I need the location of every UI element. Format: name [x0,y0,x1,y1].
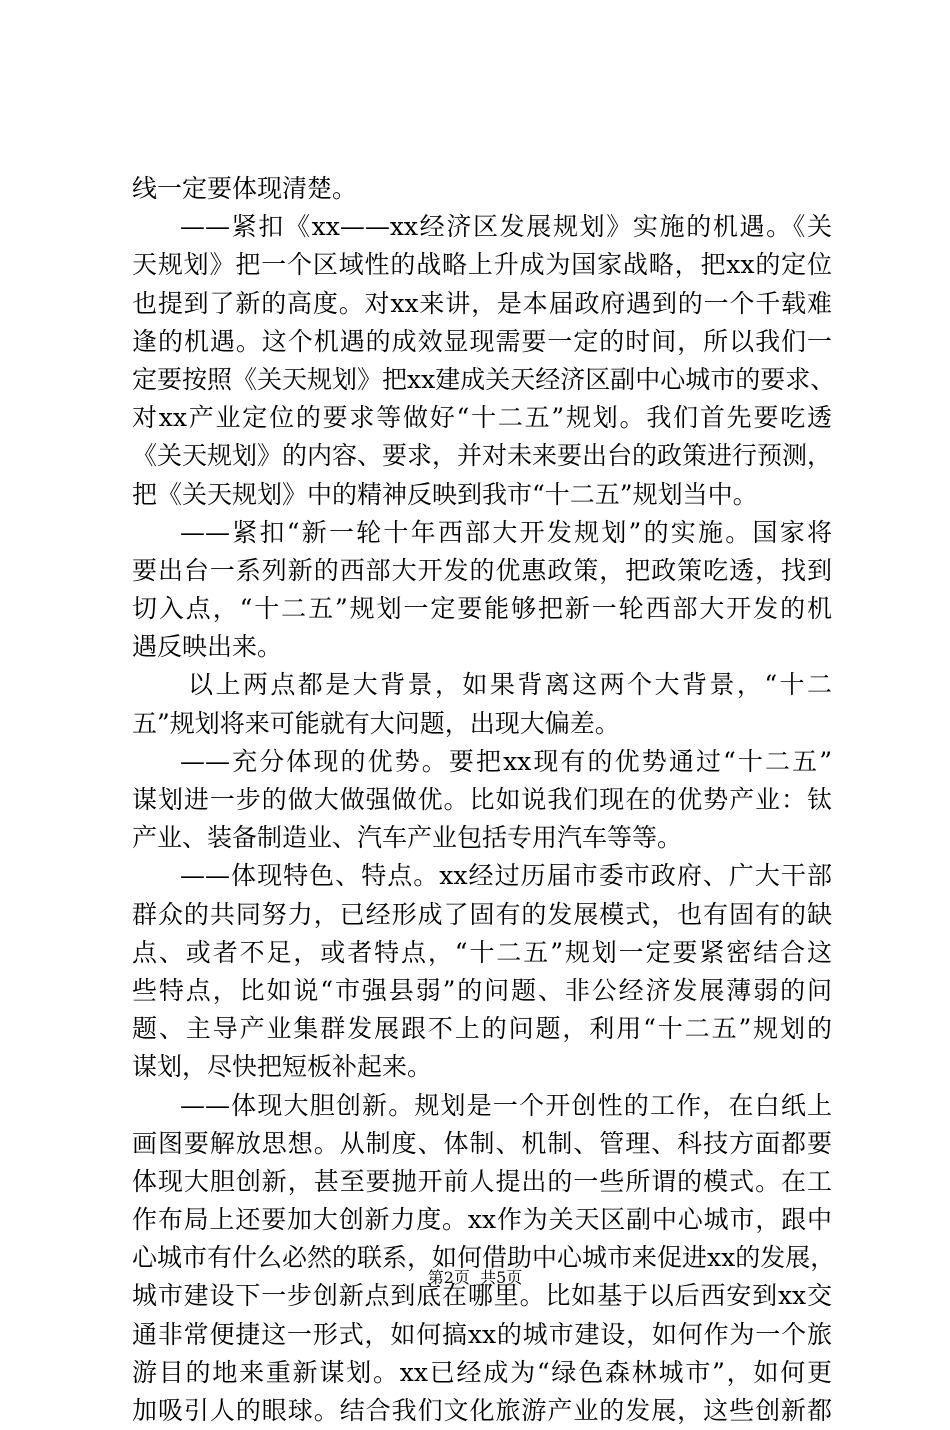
paragraph-line: 产业、装备制造业、汽车产业包括专用汽车等等。 [132,823,683,853]
paragraph-line: 体现大胆创新，甚至要抛开前人提出的一些所谓的模式。在工 [132,1166,832,1196]
paragraph-line: 点、或者不足，或者特点，“十二五”规划一定要紧密结合这 [132,937,832,967]
paragraph-line: 游目的地来重新谋划。xx已经成为“绿色森林城市”，如何更 [132,1357,832,1387]
paragraph-line: 逢的机遇。这个机遇的成效显现需要一定的时间，所以我们一 [132,326,832,356]
paragraph-line: 对xx产业定位的要求等做好“十二五”规划。我们首先要吃透 [132,403,832,433]
paragraph-line: 也提到了新的高度。对xx来讲，是本届政府遇到的一个千载难 [132,288,832,318]
paragraph-line: 加吸引人的眼球。结合我们文化旅游产业的发展，这些创新都 [132,1396,832,1425]
paragraph-line: 天规划》把一个区域性的战略上升成为国家战略，把xx的定位 [132,250,832,280]
paragraph-line: 五”规划将来可能就有大问题，出现大偏差。 [132,708,620,738]
paragraph-line: 谋划进一步的做大做强做优。比如说我们现在的优势产业：钛 [132,785,832,814]
paragraph-line: 切入点，“十二五”规划一定要能够把新一轮西部大开发的机 [132,594,832,624]
paragraph-line: 画图要解放思想。从制度、体制、机制、管理、科技方面都要 [132,1128,832,1158]
paragraph-line: ——体现特色、特点。xx经过历届市委市政府、广大干部 [180,861,832,891]
paragraph-line: 线一定要体现清楚。 [132,174,358,203]
page-footer [0,1268,950,1288]
paragraph-line: 作布局上还要加大创新力度。xx作为关天区副中心城市，跟中 [132,1205,832,1235]
paragraph-line: 城市建设下一步创新点到底在哪里。比如基于以后西安到xx交 [132,1281,832,1311]
paragraph-line: 心城市有什么必然的联系，如何借助中心城市来促进xx的发展， [132,1243,836,1273]
document-body [132,170,836,1430]
paragraph-line: ——紧扣“新一轮十年西部大开发规划”的实施。国家将 [180,517,832,547]
paragraph-line: 遇反映出来。 [132,632,283,662]
paragraph-line: 以上两点都是大背景，如果背离这两个大背景，“十二 [188,670,832,700]
paragraph-line: 《关天规划》的内容、要求，并对未来要出台的政策进行预测， [132,441,833,471]
paragraph-line: 些特点，比如说“市强县弱”的问题、非公经济发展薄弱的问 [132,975,832,1005]
paragraph-line: ——紧扣《xx——xx经济区发展规划》实施的机遇。《关 [180,212,832,242]
paragraph-line: 群众的共同努力，已经形成了固有的发展模式，也有固有的缺 [132,899,832,929]
paragraph-line: 把《关天规划》中的精神反映到我市“十二五”规划当中。 [132,479,758,509]
paragraph-line: 题、主导产业集群发展跟不上的问题，利用“十二五”规划的 [132,1014,832,1044]
paragraph-line: 通非常便捷这一形式，如何搞xx的城市建设，如何作为一个旅 [132,1319,832,1349]
page-number-label: 第2页 共5页 [427,1268,523,1287]
paragraph-line: 谋划，尽快把短板补起来。 [132,1052,433,1082]
paragraph-line: 定要按照《关天规划》把xx建成关天经济区副中心城市的要求、 [132,364,836,394]
paragraph-line: ——充分体现的优势。要把xx现有的优势通过“十二五” [180,746,832,776]
paragraph-line: 要出台一系列新的西部大开发的优惠政策，把政策吃透，找到 [132,555,832,585]
paragraph-line: ——体现大胆创新。规划是一个开创性的工作，在白纸上 [180,1090,832,1120]
